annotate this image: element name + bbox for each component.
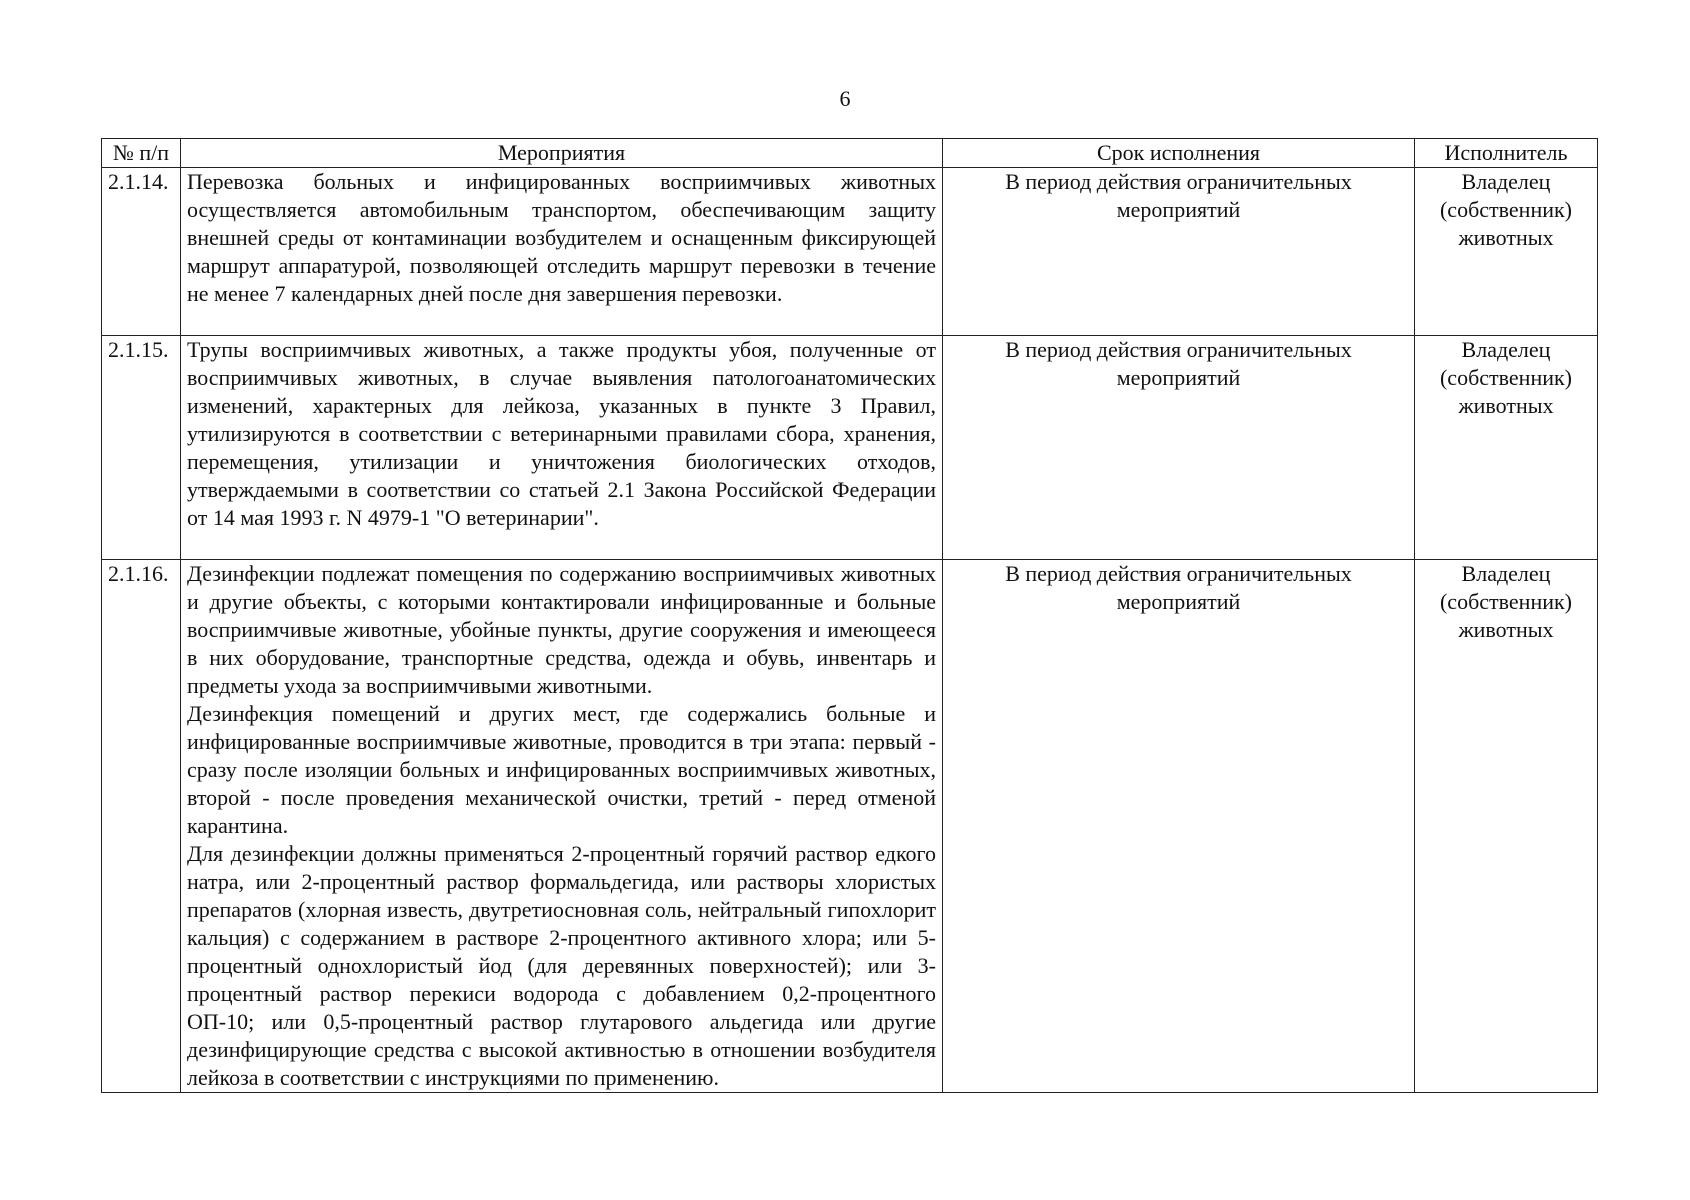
executor-line: животных (1458, 225, 1554, 250)
executor-line: (собственник) (1439, 197, 1573, 222)
executor-line: животных (1458, 617, 1554, 642)
executor-line: Владелец (1461, 169, 1551, 194)
row-number: 2.1.15. (102, 336, 181, 560)
row-term: В период действия ограничительных мероприятий (943, 336, 1415, 560)
row-executor (1415, 336, 1598, 560)
table-row (102, 336, 1598, 560)
executor-line: (собственник) (1439, 589, 1573, 614)
measures-table (101, 138, 1598, 1093)
header-num: № п/п (102, 139, 181, 168)
header-term: Срок исполнения (943, 139, 1415, 168)
table-row (102, 560, 1598, 1093)
executor-line: Владелец (1461, 561, 1551, 586)
executor-line: (собственник) (1439, 365, 1573, 390)
table-row (102, 168, 1598, 336)
row-activity (181, 560, 943, 1093)
row-term: В период действия ограничительных мероприятий (943, 168, 1415, 336)
header-executor: Исполнитель (1415, 139, 1598, 168)
row-executor (1415, 168, 1598, 336)
row-term: В период действия ограничительных мероприятий (943, 560, 1415, 1093)
activity-paragraph: Дезинфекция помещений и других мест, где содержались больные и инфицированные восприимчивые животные, проводится в три этапа: первый - сразу после изоляции больных и инфицированных восприимчивых животных, второй - после проведения механической очистки, третий - перед отменой карантина. (187, 701, 936, 838)
header-activity: Мероприятия (181, 139, 943, 168)
row-activity (181, 168, 943, 336)
table-header-row (102, 139, 1598, 168)
row-number: 2.1.14. (102, 168, 181, 336)
executor-line: животных (1458, 393, 1554, 418)
row-number: 2.1.16. (102, 560, 181, 1093)
row-activity (181, 336, 943, 560)
activity-paragraph: Для дезинфекции должны применяться 2-процентный горячий раствор едкого натра, или 2-процентный раствор формальдегида, или растворы хлористых препаратов (хлорная известь, двутретиосновная соль, нейтральный гипохлорит кальция) с содержанием в растворе 2-процентного активного хлора; или 5-процентный однохлористый йод (для деревянных поверхностей); или 3-процентный раствор перекиси водорода с добавлением 0,2-процентного ОП-10; или 0,5-процентный раствор глутарового альдегида или другие дезинфицирующие средства с высокой активностью в отношении возбудителя лейкоза в соответствии с инструкциями по применению. (187, 841, 936, 1090)
activity-paragraph: Дезинфекции подлежат помещения по содержанию восприимчивых животных и другие объекты, с которыми контактировали инфицированные и больные восприимчивые животные, убойные пункты, другие сооружения и имеющееся в них оборудование, транспортные средства, одежда и обувь, инвентарь и предметы ухода за восприимчивыми животными. (187, 561, 936, 698)
executor-line: Владелец (1461, 337, 1551, 362)
activity-paragraph: Перевозка больных и инфицированных восприимчивых животных осуществляется автомобильным транспортом, обеспечивающим защиту внешней среды от контаминации возбудителем и оснащенным фиксирующей маршрут аппаратурой, позволяющей отследить маршрут перевозки в течение не менее 7 календарных дней после дня завершения перевозки. (187, 169, 936, 306)
page-number: 6 (839, 86, 851, 111)
activity-paragraph: Трупы восприимчивых животных, а также продукты убоя, полученные от восприимчивых животных, в случае выявления патологоанатомических изменений, характерных для лейкоза, указанных в пункте 3 Правил, утилизируются в соответствии с ветеринарными правилами сбора, хранения, перемещения, утилизации и уничтожения биологических отходов, утверждаемыми в соответствии со статьей 2.1 Закона Российской Федерации от 14 мая 1993 г. N 4979-1 "О ветеринарии". (187, 337, 936, 530)
row-executor (1415, 560, 1598, 1093)
